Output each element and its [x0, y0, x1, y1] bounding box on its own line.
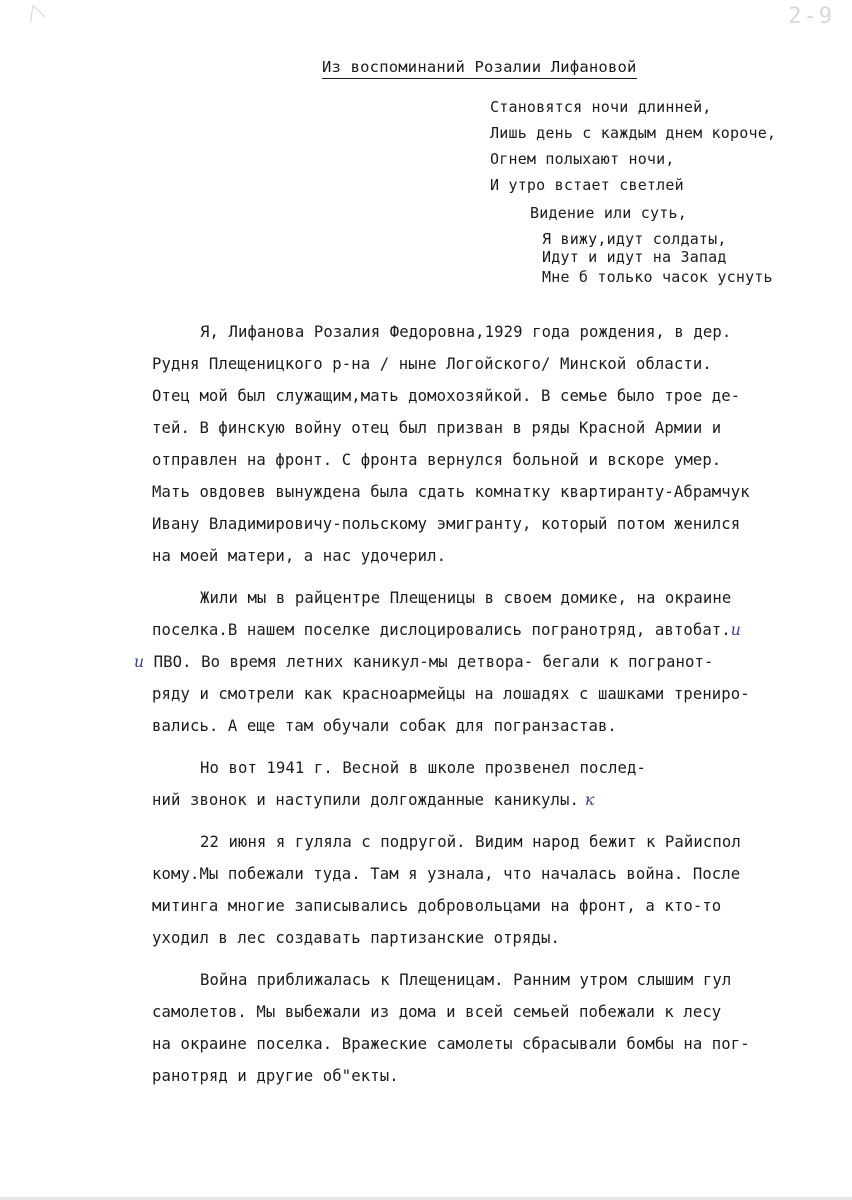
poem-line: Лишь день с каждым днем короче, [490, 124, 777, 142]
text-line-content: ПВО. Во время летних каникул-мы детвора- бегали к погранот- [153, 653, 714, 671]
paragraph [152, 826, 832, 954]
corner-pencil-mark: ╱╲ [25, 3, 46, 24]
poem-line: Огнем полыхают ночи, [490, 150, 675, 168]
text-line: ряду и смотрели как красноармейцы на лошадях с шашками трениро- [152, 685, 750, 703]
text-line: отправлен на фронт. С фронта вернулся больной и вскоре умер. [152, 451, 722, 469]
text-line: Я, Лифанова Розалия Федоровна,1929 года рождения, в дер. [200, 323, 732, 341]
text-line: Жили мы в райцентре Плещеницы в своем домике, на окраине [200, 589, 732, 607]
text-line [152, 784, 832, 816]
text-line: на моей матери, а нас удочерил. [152, 547, 447, 565]
text-line: самолетов. Мы выбежали из дома и всей семьей побежали к лесу [152, 1003, 722, 1021]
text-line: Отец мой был служащим,мать домохозяйкой. В семье было трое де- [152, 387, 741, 405]
poem-line: Видение или суть, [530, 204, 687, 222]
text-line: ранотряд и другие об"екты. [152, 1067, 399, 1085]
text-line: 22 июня я гуляла с подругой. Видим народ бежит к Райиспол [200, 833, 741, 851]
text-line: кому.Мы побежали туда. Там я узнала, что началась война. После [152, 865, 741, 883]
text-line: Рудня Плещеницкого р-на / ныне Логойского/ Минской области. [152, 355, 712, 373]
poem-line: Идут и идут на Запад [542, 248, 727, 266]
text-line: Война приближалась к Плещеницам. Ранним утром слышим гул [200, 971, 732, 989]
handwritten-margin-note: и [134, 653, 145, 671]
handwritten-correction: к [584, 791, 595, 809]
paragraph [152, 964, 832, 1092]
text-line: тей. В финскую войну отец был призван в ряды Красной Армии и [152, 419, 722, 437]
poem-line: Мне б только часок уснуть [542, 268, 773, 286]
text-line-content: ний звонок и наступили долгожданные каникулы. [152, 791, 579, 809]
text-line: вались. А еще там обучали собак для погранзастав. [152, 717, 617, 735]
text-line [152, 614, 832, 646]
document-title: Из воспоминаний Розалии Лифановой [322, 58, 637, 79]
page-number: 2-9 [788, 4, 834, 29]
poem-line: Становятся ночи длинней, [490, 98, 712, 116]
handwritten-insertion: и [730, 621, 741, 639]
text-line: на окраине поселка. Вражеские самолеты сбрасывали бомбы на пог- [152, 1035, 750, 1053]
text-line: уходил в лес создавать партизанские отряды. [152, 929, 560, 947]
paragraph [134, 582, 832, 742]
text-line-content: поселка.В нашем поселке дислоцировались погранотряд, автобат. [152, 621, 731, 639]
text-line: Но вот 1941 г. Весной в школе прозвенел послед- [200, 759, 646, 777]
paragraph [152, 316, 832, 572]
poem-line: И утро встает светлей [490, 176, 684, 194]
poem-line: Я вижу,идут солдаты, [542, 230, 727, 248]
text-line [134, 646, 832, 678]
text-line: Ивану Владимировичу-польскому эмигранту, который потом женился [152, 515, 741, 533]
paragraph [152, 752, 832, 816]
text-line: Мать овдовев вынуждена была сдать комнатку квартиранту-Абрамчук [152, 483, 750, 501]
memoir-body [134, 316, 832, 1092]
text-line: митинга многие записывались добровольцами на фронт, а кто-то [152, 897, 722, 915]
